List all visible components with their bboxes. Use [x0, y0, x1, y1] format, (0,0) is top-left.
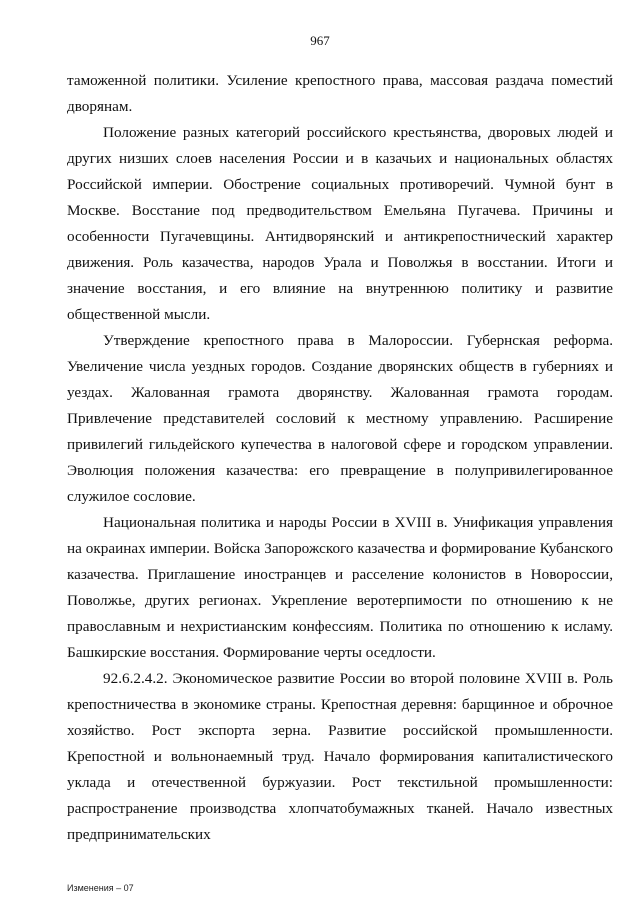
- paragraph-national-policy: Национальная политика и народы России в XVIII в. Унификация управления на окраинах империи. Войска Запорожского казачества и формирование Кубанского казачества. Приглашение иностранцев и расселение колонистов в Новороссии, Поволжье, других регионах. Укрепление веротерпимости по отношению к не православным и нехристианским конфессиям. Политика по отношению к исламу. Башкирские восстания. Формирование черты оседлости.: [67, 514, 613, 661]
- paragraph-serfdom-reform: Утверждение крепостного права в Малороссии. Губернская реформа. Увеличение числа уездных городов. Создание дворянских обществ в губерниях и уездах. Жалованная грамота дворянству. Жалованная грамота городам. Привлечение представителей сословий к местному управлению. Расширение привилегий гильдейского купечества в налоговой сфере и городском управлении. Эволюция положения казачества: его превращение в полупривилегированное служилое сословие.: [67, 332, 613, 505]
- page-footer: Изменения – 07: [67, 883, 134, 893]
- paragraph-economy: 92.6.2.4.2. Экономическое развитие России во второй половине XVIII в. Роль крепостничества в экономике страны. Крепостная деревня: барщинное и оброчное хозяйство. Рост экспорта зерна. Развитие российской промышленности. Крепостной и вольнонаемный труд. Начало формирования капиталистического уклада и отечественной буржуазии. Рост текстильной промышленности: распространение производства хлопчатобумажных тканей. Начало известных предпринимательских: [67, 670, 613, 843]
- paragraph-continuation: таможенной политики. Усиление крепостного права, массовая раздача поместий дворянам.: [67, 72, 613, 115]
- document-body: [67, 68, 613, 848]
- paragraph-peasantry: Положение разных категорий российского крестьянства, дворовых людей и других низших слоев населения России и в казачьих и национальных областях Российской империи. Обострение социальных противоречий. Чумной бунт в Москве. Восстание под предводительством Емельяна Пугачева. Причины и особенности Пугачевщины. Антидворянский и антикрепостнический характер движения. Роль казачества, народов Урала и Поволжья в восстании. Итоги и значение восстания, и его влияние на внутреннюю политику и развитие общественной мысли.: [67, 124, 613, 323]
- page-number: 967: [310, 33, 330, 48]
